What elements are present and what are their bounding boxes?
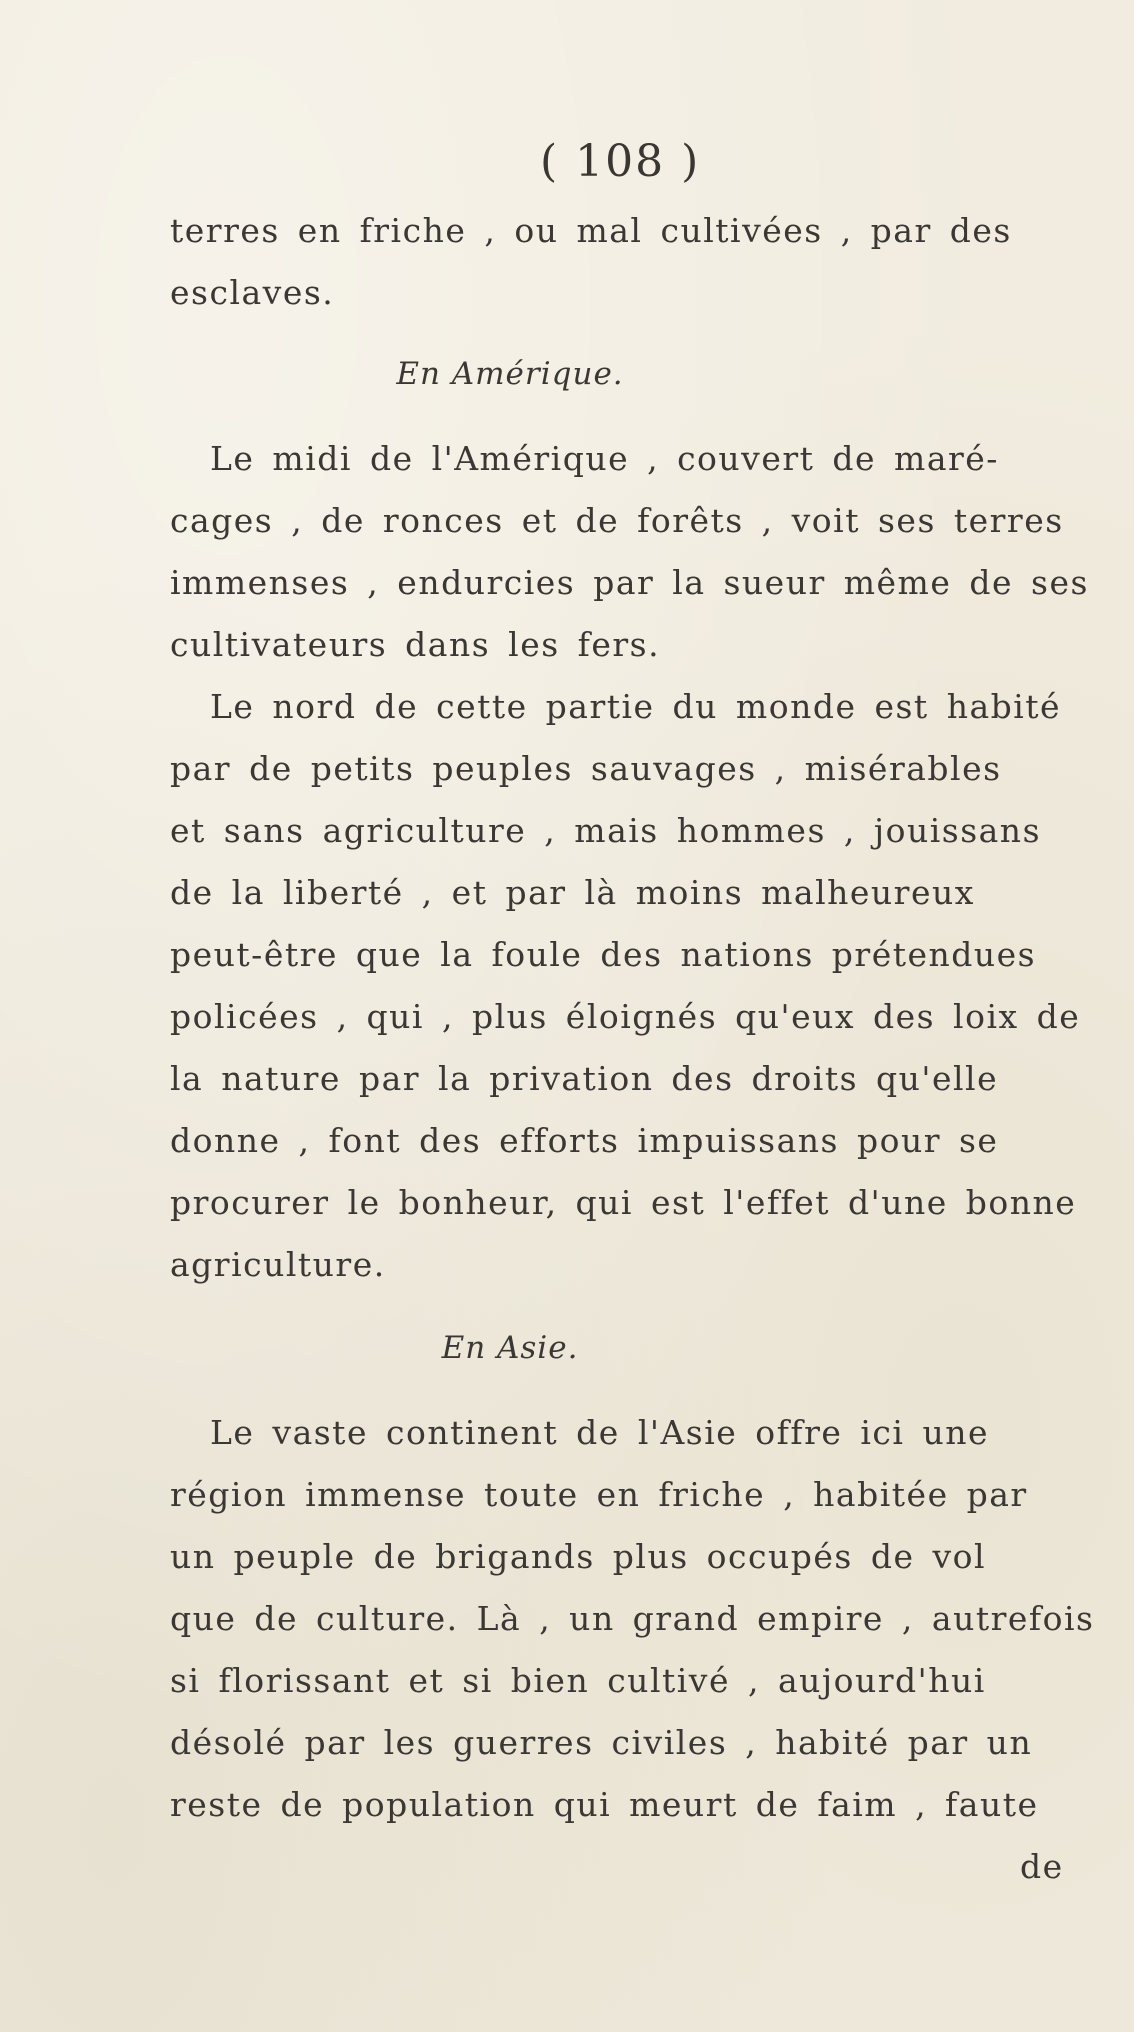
text-line: si florissant et si bien cultivé , aujourd'hui <box>170 1661 986 1700</box>
text-line: Le midi de l'Amérique , couvert de maré- <box>210 439 999 478</box>
text-line: la nature par la privation des droits qu'elle <box>170 1059 999 1098</box>
text-line: désolé par les guerres civiles , habité par un <box>170 1723 1033 1762</box>
text-line: Le nord de cette partie du monde est habité <box>210 687 1062 726</box>
section-heading-amerique: En Amérique. <box>396 356 624 392</box>
text-line: et sans agriculture , mais hommes , jouissans <box>170 811 1041 850</box>
text-line: de la liberté , et par là moins malheureux <box>170 873 975 912</box>
text-line: peut-être que la foule des nations prétendues <box>170 935 1037 974</box>
text-line: cultivateurs dans les fers. <box>170 625 661 664</box>
page-number: ( 108 ) <box>540 136 701 187</box>
text-line: immenses , endurcies par la sueur même de ses <box>170 563 1089 602</box>
text-line: par de petits peuples sauvages , misérables <box>170 749 1002 788</box>
text-line: que de culture. Là , un grand empire , autrefois <box>170 1599 1095 1638</box>
text-line: terres en friche , ou mal cultivées , par des <box>170 211 1012 250</box>
text-line: policées , qui , plus éloignés qu'eux des loix de <box>170 997 1081 1036</box>
text-line: région immense toute en friche , habitée par <box>170 1475 1028 1514</box>
section-heading-asie: En Asie. <box>441 1330 579 1366</box>
catchword: de <box>1020 1847 1064 1886</box>
text-line: reste de population qui meurt de faim , faute <box>170 1785 1039 1824</box>
text-line: cages , de ronces et de forêts , voit ses terres <box>170 501 1064 540</box>
text-line: procurer le bonheur, qui est l'effet d'une bonne <box>170 1183 1077 1222</box>
text-line: Le vaste continent de l'Asie offre ici une <box>210 1413 989 1452</box>
text-line: donne , font des efforts impuissans pour se <box>170 1121 999 1160</box>
text-line: agriculture. <box>170 1245 386 1284</box>
text-line: esclaves. <box>170 273 335 312</box>
text-line: un peuple de brigands plus occupés de vol <box>170 1537 987 1576</box>
